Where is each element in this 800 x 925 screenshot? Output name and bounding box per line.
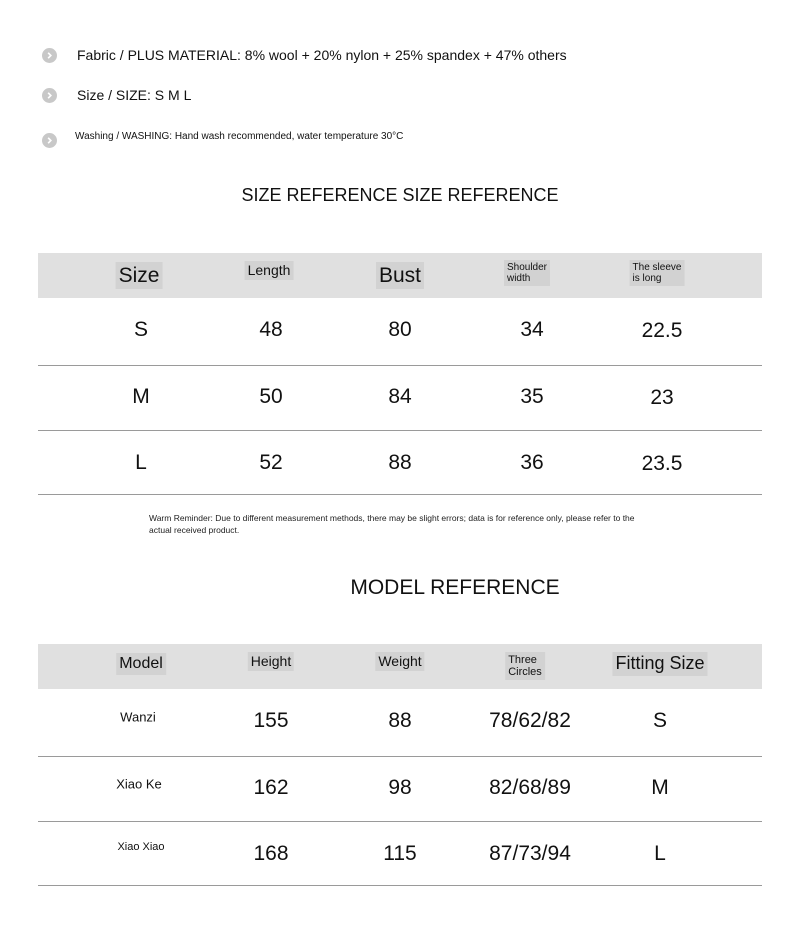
cell-three-circles: 87/73/94 bbox=[489, 842, 571, 865]
size-reference-title: SIZE REFERENCE SIZE REFERENCE bbox=[241, 185, 559, 205]
model-table-header bbox=[38, 644, 762, 689]
info-row-size bbox=[42, 87, 191, 103]
cell-sleeve: 23 bbox=[650, 386, 674, 409]
info-row-fabric bbox=[42, 47, 567, 63]
header-sleeve-length: The sleeve is long bbox=[630, 260, 685, 286]
table-row bbox=[38, 689, 762, 757]
table-row bbox=[38, 757, 762, 822]
cell-height: 155 bbox=[253, 709, 289, 732]
cell-bust: 80 bbox=[388, 318, 412, 341]
chevron-right-icon bbox=[42, 133, 57, 148]
model-table bbox=[38, 644, 762, 886]
header-model: Model bbox=[116, 653, 166, 675]
cell-fitting-size: M bbox=[651, 776, 669, 799]
info-row-washing bbox=[42, 125, 403, 148]
header-length: Length bbox=[245, 261, 294, 280]
cell-three-circles: 82/68/89 bbox=[489, 776, 571, 799]
cell-length: 52 bbox=[259, 451, 283, 474]
cell-model: Xiao Xiao bbox=[117, 841, 165, 853]
header-height: Height bbox=[248, 652, 294, 671]
cell-length: 50 bbox=[259, 385, 283, 408]
chevron-right-icon bbox=[42, 88, 57, 103]
cell-sleeve: 22.5 bbox=[641, 319, 683, 342]
cell-length: 48 bbox=[259, 318, 283, 341]
cell-weight: 98 bbox=[388, 776, 412, 799]
cell-size: M bbox=[132, 385, 150, 408]
washing-text: Washing / WASHING: Hand wash recommended, water temperature 30°C bbox=[75, 131, 404, 142]
table-row bbox=[38, 822, 762, 886]
table-row bbox=[38, 366, 762, 431]
cell-size: L bbox=[135, 451, 147, 474]
cell-shoulder: 36 bbox=[520, 451, 544, 474]
size-text: Size / SIZE: S M L bbox=[77, 87, 192, 103]
header-weight: Weight bbox=[375, 652, 424, 671]
chevron-right-icon bbox=[42, 48, 57, 63]
cell-shoulder: 34 bbox=[520, 318, 544, 341]
cell-height: 168 bbox=[253, 842, 289, 865]
size-table bbox=[38, 253, 762, 495]
fabric-text: Fabric / PLUS MATERIAL: 8% wool + 20% nylon + 25% spandex + 47% others bbox=[77, 47, 567, 63]
cell-bust: 84 bbox=[388, 385, 412, 408]
model-reference-title: MODEL REFERENCE bbox=[350, 576, 560, 599]
table-row bbox=[38, 298, 762, 366]
cell-weight: 88 bbox=[388, 709, 412, 732]
header-three-circles: Three Circles bbox=[505, 652, 545, 680]
cell-fitting-size: L bbox=[654, 842, 666, 865]
cell-model: Xiao Ke bbox=[116, 776, 162, 792]
header-shoulder-width: Shoulder width bbox=[504, 260, 550, 286]
header-bust: Bust bbox=[376, 262, 424, 289]
warm-reminder-note: Warm Reminder: Due to different measurement methods, there may be slight errors; data is for reference only, please refer to the actual received product. bbox=[149, 513, 635, 535]
cell-size: S bbox=[133, 318, 149, 341]
cell-fitting-size: S bbox=[652, 709, 668, 732]
header-fitting-size: Fitting Size bbox=[612, 652, 707, 676]
cell-bust: 88 bbox=[388, 451, 412, 474]
cell-shoulder: 35 bbox=[520, 385, 544, 408]
cell-height: 162 bbox=[253, 776, 289, 799]
cell-model: Wanzi bbox=[120, 709, 156, 725]
cell-sleeve: 23.5 bbox=[641, 452, 683, 475]
header-size: Size bbox=[116, 262, 163, 289]
table-row bbox=[38, 431, 762, 495]
size-table-header bbox=[38, 253, 762, 298]
cell-weight: 115 bbox=[383, 842, 417, 865]
cell-three-circles: 78/62/82 bbox=[489, 709, 571, 732]
